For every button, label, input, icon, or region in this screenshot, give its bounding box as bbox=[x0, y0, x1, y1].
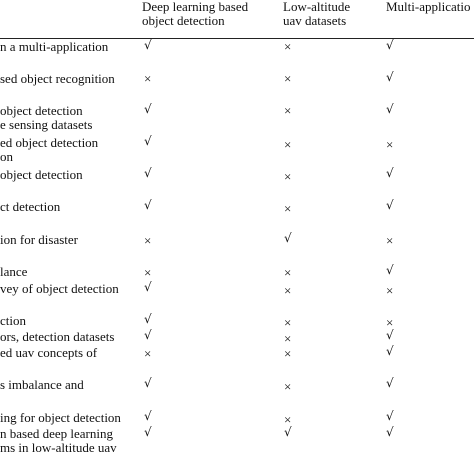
row-description bbox=[0, 265, 27, 279]
check-mark: √ bbox=[386, 166, 394, 180]
row-description bbox=[0, 104, 92, 132]
cross-mark: × bbox=[284, 331, 292, 346]
row-description bbox=[0, 330, 114, 344]
row-line: sed object recognition bbox=[0, 71, 115, 86]
row-description bbox=[0, 72, 115, 86]
cross-mark: × bbox=[386, 283, 394, 298]
row-line: object detection bbox=[0, 103, 83, 118]
row-line: object detection bbox=[0, 167, 83, 182]
check-mark: √ bbox=[144, 328, 152, 342]
header-deep-learning bbox=[142, 0, 248, 28]
row-line: ct detection bbox=[0, 199, 61, 214]
row-line: s imbalance and bbox=[0, 377, 84, 392]
check-mark: √ bbox=[386, 376, 394, 390]
check-mark: √ bbox=[386, 38, 394, 52]
check-mark: √ bbox=[144, 166, 152, 180]
check-mark: √ bbox=[144, 280, 152, 294]
header-line: object detection bbox=[142, 13, 225, 28]
check-mark: √ bbox=[386, 425, 394, 439]
row-line: ion for disaster bbox=[0, 232, 78, 247]
row-description bbox=[0, 168, 83, 182]
row-description bbox=[0, 282, 119, 296]
check-mark: √ bbox=[144, 134, 152, 148]
check-mark: √ bbox=[386, 198, 394, 212]
header-line: uav datasets bbox=[283, 13, 347, 28]
row-line: ing for object detection bbox=[0, 410, 121, 425]
row-line: lance bbox=[0, 264, 28, 279]
header-line: Multi-applicatio bbox=[386, 0, 471, 14]
header-line: Deep learning based bbox=[142, 0, 249, 14]
cross-mark: × bbox=[284, 71, 292, 86]
check-mark: √ bbox=[386, 328, 394, 342]
row-line: n a multi-application bbox=[0, 39, 109, 54]
row-description bbox=[0, 40, 108, 54]
row-line: on bbox=[0, 149, 13, 164]
row-description bbox=[0, 233, 78, 247]
row-description bbox=[0, 378, 84, 392]
cross-mark: × bbox=[284, 379, 292, 394]
cross-mark: × bbox=[284, 315, 292, 330]
cross-mark: × bbox=[284, 346, 292, 361]
row-line: ms in low-altitude uav bbox=[0, 440, 117, 455]
row-line: ed object detection bbox=[0, 135, 99, 150]
header-multi-application bbox=[386, 0, 470, 14]
cross-mark: × bbox=[284, 137, 292, 152]
row-line: vey of object detection bbox=[0, 281, 119, 296]
check-mark: √ bbox=[144, 312, 152, 326]
cross-mark: × bbox=[386, 233, 394, 248]
header-low-altitude bbox=[283, 0, 350, 28]
cross-mark: × bbox=[284, 283, 292, 298]
cross-mark: × bbox=[284, 201, 292, 216]
check-mark: √ bbox=[144, 409, 152, 423]
check-mark: √ bbox=[284, 231, 292, 245]
cross-mark: × bbox=[144, 265, 152, 280]
cross-mark: × bbox=[386, 137, 394, 152]
cross-mark: × bbox=[144, 346, 152, 361]
cross-mark: × bbox=[284, 412, 292, 427]
row-line: ors, detection datasets bbox=[0, 329, 115, 344]
row-description bbox=[0, 411, 121, 425]
cross-mark: × bbox=[144, 71, 152, 86]
check-mark: √ bbox=[386, 70, 394, 84]
check-mark: √ bbox=[144, 376, 152, 390]
check-mark: √ bbox=[144, 198, 152, 212]
check-mark: √ bbox=[284, 425, 292, 439]
row-description bbox=[0, 200, 60, 214]
row-description bbox=[0, 346, 97, 360]
row-description bbox=[0, 427, 117, 455]
check-mark: √ bbox=[386, 344, 394, 358]
check-mark: √ bbox=[386, 102, 394, 116]
cross-mark: × bbox=[284, 103, 292, 118]
row-line: ed uav concepts of bbox=[0, 345, 98, 360]
check-mark: √ bbox=[386, 263, 394, 277]
row-description bbox=[0, 136, 98, 164]
cross-mark: × bbox=[284, 265, 292, 280]
check-mark: √ bbox=[144, 425, 152, 439]
row-description bbox=[0, 314, 26, 328]
check-mark: √ bbox=[144, 102, 152, 116]
cross-mark: × bbox=[386, 315, 394, 330]
check-mark: √ bbox=[386, 409, 394, 423]
cross-mark: × bbox=[284, 39, 292, 54]
cross-mark: × bbox=[284, 169, 292, 184]
row-line: n based deep learning bbox=[0, 426, 113, 441]
header-line: Low-altitude bbox=[283, 0, 351, 14]
row-line: e sensing datasets bbox=[0, 117, 93, 132]
row-line: ction bbox=[0, 313, 26, 328]
cross-mark: × bbox=[144, 233, 152, 248]
check-mark: √ bbox=[144, 38, 152, 52]
